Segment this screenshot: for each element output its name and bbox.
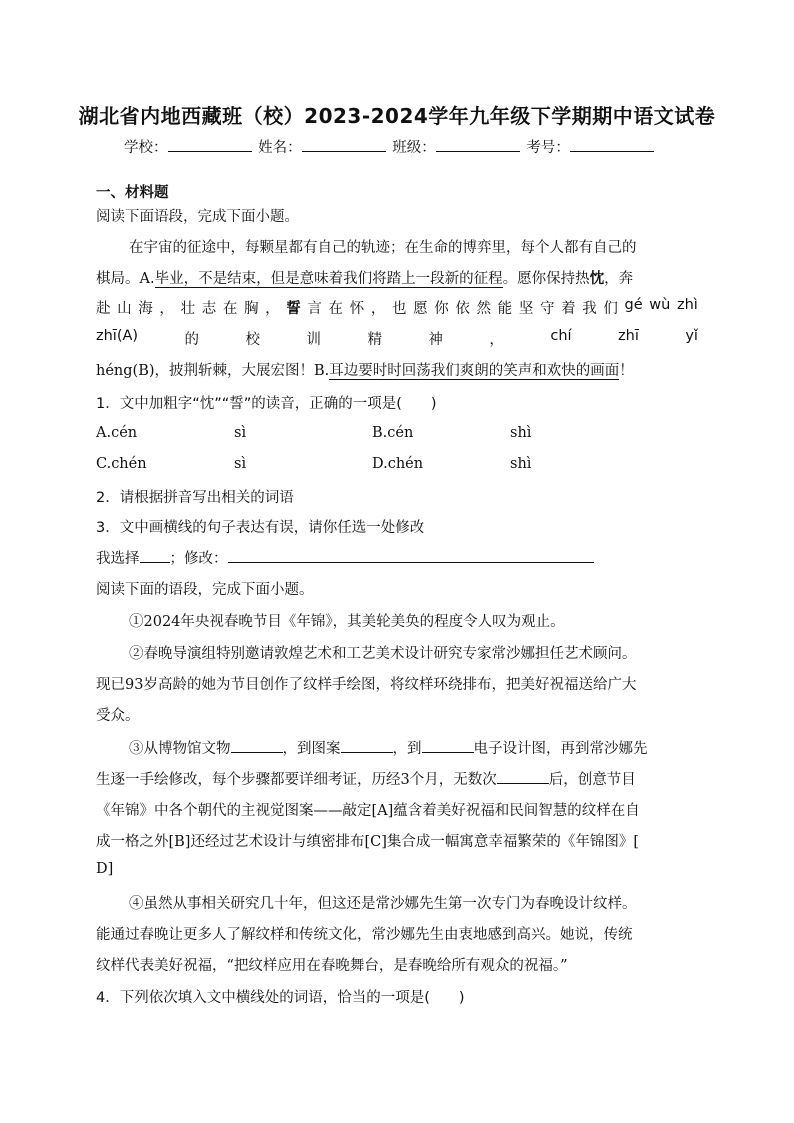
p1l3-t: 怀: [349, 301, 365, 317]
passage2-s4c: 纹样代表美好祝福，“把纹样应用在春晚舞台，是春晚给所有观众的祝福。”: [96, 958, 568, 974]
p1l4-t: 精: [367, 332, 382, 348]
section-heading: 一、材料题: [96, 185, 169, 201]
passage1-line1: 在宇宙的征途中，每颗星都有自己的轨迹；在生命的博弈里，每个人都有自己的: [129, 240, 637, 256]
blank-4[interactable]: [497, 769, 549, 784]
pinyin-zhi-a: zhī(A): [96, 328, 139, 344]
p1l3-t: 胸: [243, 301, 259, 317]
option-d-second: shì: [510, 456, 532, 472]
underlined-sentence-a: 毕业，不是结束，但是意味着我们将踏上一段新的征程: [154, 271, 503, 287]
class-blank[interactable]: [436, 137, 520, 152]
passage1-line2-start: 棋局。A.: [96, 271, 155, 287]
p1l3-t: 然: [476, 301, 492, 317]
passage1-line5: [96, 359, 634, 380]
p1l3-t: ，: [370, 301, 386, 317]
passage2-s3d: 成一格之外[B]还经过艺术设计与缜密排布[C]集合成一幅寓意幸福繁荣的《年锦图》[: [96, 834, 640, 850]
s3a-part: ，到图案: [282, 741, 341, 757]
pinyin-zhi: zhì: [676, 297, 698, 313]
q3-answer-line: [96, 547, 594, 568]
p1l3-t: 愿: [413, 301, 428, 317]
instruction-1: 阅读下面语段，完成下面小题。: [96, 209, 299, 225]
p1l4-t: 训: [306, 332, 321, 348]
question-1: 1．文中加粗字“忱”“誓”的读音，正确的一项是( ): [96, 396, 437, 412]
p1l3-t: 坚: [518, 301, 534, 317]
s3a-part: ③从博物馆文物: [129, 741, 231, 757]
option-b[interactable]: [372, 425, 413, 441]
passage2-s3b: [96, 768, 636, 789]
passage2-s1: ①2024年央视春晚节目《年锦》，其美轮美奂的程度令人叹为观止。: [129, 614, 565, 630]
instruction-2: 阅读下面的语段，完成下面小题。: [96, 582, 314, 598]
p1l4-t: 校: [245, 332, 261, 348]
question-3: 3．文中画横线的句子表达有误，请你任选一处修改: [96, 520, 425, 536]
name-label: 姓名：: [258, 140, 302, 156]
option-b-second: shì: [510, 425, 532, 441]
passage2-s2b: 现已93岁高龄的她为节目创作了纹样手绘图，将纹样环绕排布，把美好祝福送给广大: [96, 677, 637, 693]
exam-title: 湖北省内地西藏班（校）2023-2024学年九年级下学期期中语文试卷: [78, 104, 716, 128]
q3-choice-blank[interactable]: [140, 548, 170, 563]
s3a-part: 电子设计图，再到常沙娜先: [473, 741, 648, 757]
q3-choose-label: 我选择: [96, 551, 140, 567]
option-letter: A.: [96, 425, 112, 441]
p1l3-t: 我: [582, 301, 597, 317]
p1l3-t: 在: [328, 301, 344, 317]
passage1-line3: [96, 297, 698, 318]
pinyin-yi: yǐ: [685, 328, 698, 344]
q3-modify-blank[interactable]: [228, 548, 594, 563]
p1l4-t: 神: [428, 332, 443, 348]
p1l3-t: 赴: [96, 301, 111, 317]
option-value: chén: [387, 456, 424, 472]
p1l3-t: 着: [561, 301, 576, 317]
p1l4-t: 的: [184, 332, 200, 348]
passage1-line2-end: ，奔: [604, 271, 634, 287]
option-a[interactable]: [96, 425, 137, 441]
p1l3-t: ，: [159, 301, 174, 317]
student-info-line: [124, 136, 656, 157]
passage1-line2-mid: 。愿你保持热: [502, 271, 590, 287]
passage2-s2a: ②春晚导演组特别邀请敦煌艺术和工艺美术设计研究专家常沙娜担任艺术顾问。: [129, 646, 637, 662]
bold-char-shi: 誓: [286, 300, 301, 317]
p1l3-t: 志: [201, 301, 217, 317]
pinyin-ge: gé: [624, 297, 643, 313]
number-blank[interactable]: [570, 137, 654, 152]
q3-modify-label: ；修改：: [169, 551, 228, 567]
passage1-line2: [96, 267, 633, 288]
class-label: 班级：: [392, 140, 436, 156]
passage2-s4a: ④虽然从事相关研究几十年，但这还是常沙娜先生第一次专门为春晚设计纹样。: [129, 896, 637, 912]
pinyin-wu: wù: [649, 297, 671, 313]
school-blank[interactable]: [168, 137, 252, 152]
p1l4-t: ，: [489, 332, 504, 348]
option-letter: C.: [96, 456, 112, 472]
bold-char-chen: 忱: [589, 270, 605, 287]
passage2-s4b: 能通过春晚让更多人了解纹样和传统文化，常沙娜先生由衷地感到高兴。她说，传统: [96, 927, 633, 943]
option-value: chén: [111, 456, 147, 472]
option-value: cén: [111, 425, 138, 441]
passage1-line5-start: héng(B)，披荆斩棘，大展宏图！B.: [96, 363, 330, 379]
p1l3-t: ，: [265, 301, 280, 317]
question-2: 2．请根据拼音写出相关的词语: [96, 490, 294, 506]
p1l3-t: 言: [307, 301, 322, 317]
question-4: 4．下列依次填入文中横线处的词语，恰当的一项是( ): [96, 990, 465, 1006]
p1l3-t: 在: [222, 301, 238, 317]
blank-3[interactable]: [422, 738, 474, 753]
p1l3-t: 山: [117, 301, 132, 317]
p1l3-t: 能: [497, 301, 513, 317]
passage1-line4: [96, 328, 698, 349]
passage2-s3a: [129, 737, 648, 758]
option-c[interactable]: [96, 456, 147, 472]
s3a-part: ，到: [392, 741, 422, 757]
option-value: cén: [387, 425, 414, 441]
option-letter: D.: [372, 456, 388, 472]
underlined-sentence-b: 耳边要时时回荡我们爽朗的笑声和欢快的画面: [329, 363, 620, 379]
s3b-part: 生逐一手绘修改，每个步骤都要详细考证，历经3个月，无数次: [96, 772, 497, 788]
pinyin-zhi-b: zhī: [618, 328, 639, 344]
option-d[interactable]: [372, 456, 423, 472]
p1l3-t: 们: [603, 301, 618, 317]
p1l3-t: 依: [455, 301, 470, 317]
p1l3-t: 你: [434, 301, 449, 317]
passage2-s3e: D]: [96, 861, 114, 877]
passage2-s2c: 受众。: [96, 708, 140, 724]
school-label: 学校：: [124, 140, 168, 156]
pinyin-chi: chí: [550, 328, 572, 344]
p1l3-t: 海: [138, 301, 153, 317]
option-letter: B.: [372, 425, 388, 441]
blank-2[interactable]: [341, 738, 393, 753]
name-blank[interactable]: [302, 137, 386, 152]
blank-1[interactable]: [231, 738, 283, 753]
option-c-second: sì: [234, 456, 247, 472]
passage2-s3c: 《年锦》中各个朝代的主视觉图案——敲定[A]蕴含着美好祝福和民间智慧的纹样在自: [96, 803, 640, 819]
p1l3-t: 也: [391, 301, 407, 317]
p1l3-t: 守: [539, 301, 555, 317]
passage1-line5-end: ！: [619, 363, 634, 379]
number-label: 考号：: [526, 140, 570, 156]
s3b-part: 后，创意节目: [548, 772, 636, 788]
p1l3-t: 壮: [180, 301, 196, 317]
option-a-second: sì: [234, 425, 247, 441]
